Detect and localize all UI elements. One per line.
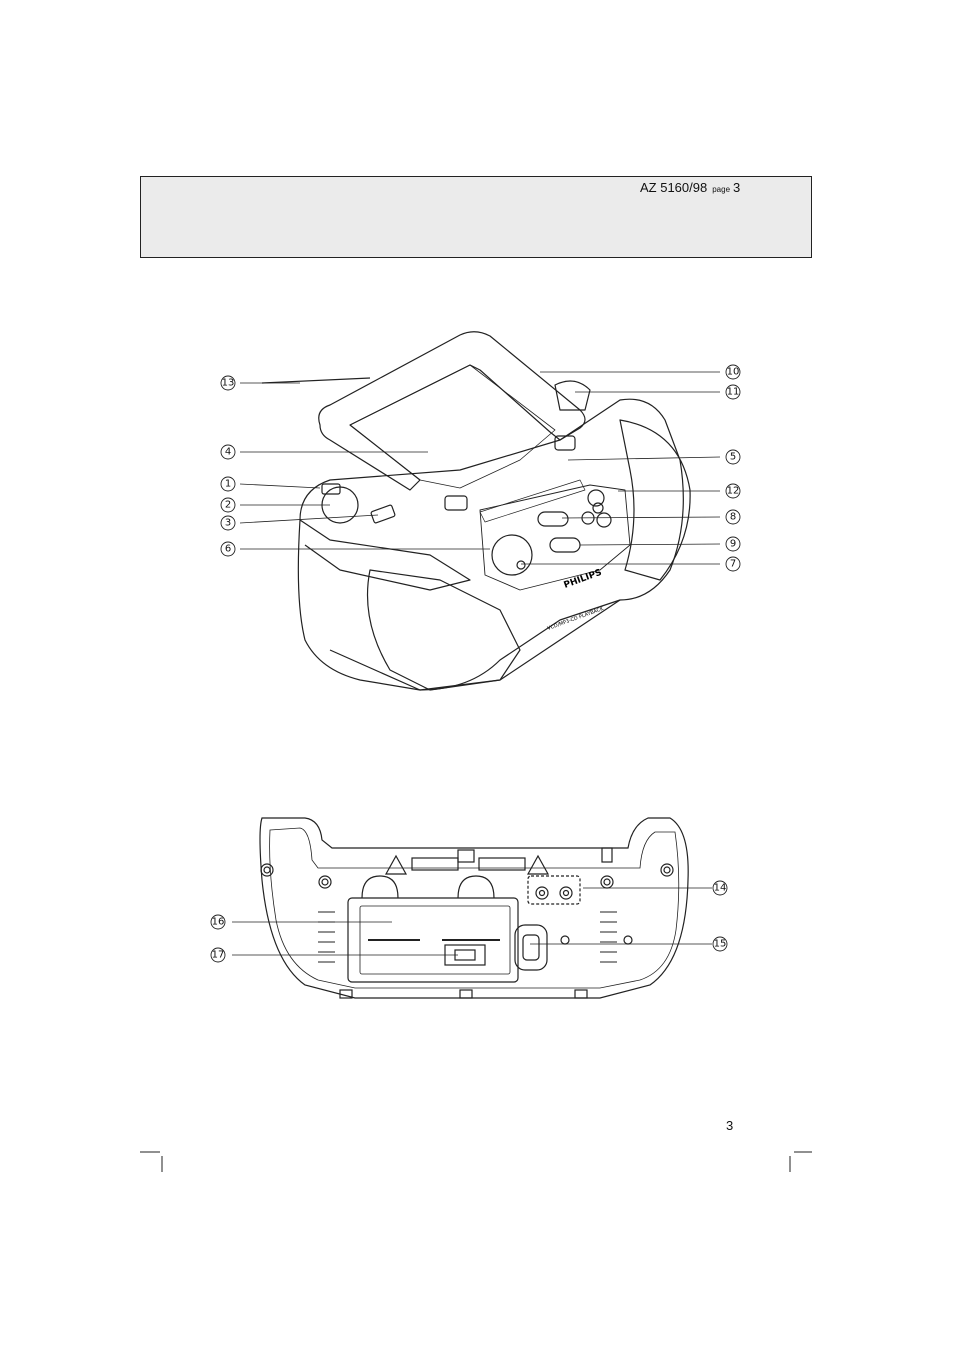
callout-9: 9 xyxy=(729,538,737,550)
callout-16: 16 xyxy=(211,916,225,928)
callout-1: 1 xyxy=(224,478,232,490)
callout-17: 17 xyxy=(211,949,225,961)
callout-4: 4 xyxy=(224,446,232,458)
brand-label: PHILIPS xyxy=(562,567,604,591)
callout-10: 10 xyxy=(726,366,740,378)
model-number: AZ 5160/98 xyxy=(640,180,708,195)
playback-label: VCD/MP3-CD PLAYBACK xyxy=(546,605,605,632)
callout-8: 8 xyxy=(729,511,737,523)
callout-13: 13 xyxy=(221,377,235,389)
footer-page-number: 3 xyxy=(726,1118,734,1133)
callout-5: 5 xyxy=(729,451,737,463)
callout-14: 14 xyxy=(713,882,727,894)
callout-12: 12 xyxy=(726,485,740,497)
callout-3: 3 xyxy=(224,517,232,529)
callout-6: 6 xyxy=(224,543,232,555)
callout-2: 2 xyxy=(224,499,232,511)
callout-11: 11 xyxy=(726,386,740,398)
header-page-number: 3 xyxy=(733,180,741,195)
callout-7: 7 xyxy=(729,558,737,570)
page-word: page xyxy=(712,185,731,194)
callout-15: 15 xyxy=(713,938,727,950)
